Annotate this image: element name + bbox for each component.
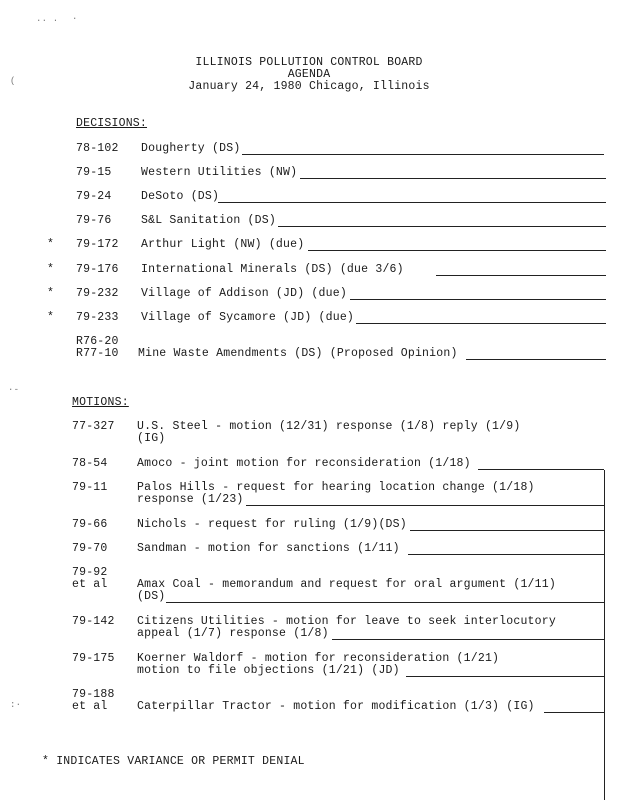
case-description: DeSoto (DS) bbox=[141, 190, 220, 203]
motion-description-2: (DS) bbox=[137, 590, 166, 603]
case-number: 77-327 bbox=[72, 420, 115, 433]
asterisk-mark: * bbox=[47, 263, 55, 276]
notes-line bbox=[278, 226, 606, 227]
case-number: 79-70 bbox=[72, 542, 108, 555]
notes-line bbox=[478, 469, 604, 470]
case-number: 79-175 bbox=[72, 652, 115, 665]
motion-description: Palos Hills - request for hearing location change (1/18) bbox=[137, 481, 535, 494]
notes-line bbox=[242, 154, 604, 155]
case-number: 79-66 bbox=[72, 518, 108, 531]
case-description: Western Utilities (NW) bbox=[141, 166, 298, 179]
asterisk-mark: * bbox=[47, 311, 55, 324]
case-number-2: et al bbox=[72, 578, 108, 591]
motion-description: Amoco - joint motion for reconsideration (1/18) bbox=[137, 457, 471, 470]
scan-speck: :· bbox=[10, 700, 22, 710]
doc-title: AGENDA bbox=[287, 68, 331, 81]
case-number: 78-102 bbox=[76, 142, 119, 155]
scan-speck: ·· · bbox=[36, 16, 59, 26]
scan-speck: · bbox=[72, 14, 78, 24]
case-number: 78-54 bbox=[72, 457, 108, 470]
notes-line bbox=[406, 676, 604, 677]
case-number: 79-92 bbox=[72, 566, 108, 579]
org-title: ILLINOIS POLLUTION CONTROL BOARD bbox=[195, 56, 423, 69]
scan-speck: ·- bbox=[8, 385, 20, 395]
case-description: Village of Sycamore (JD) (due) bbox=[141, 311, 355, 324]
notes-line bbox=[436, 275, 606, 276]
scan-speck: ( bbox=[10, 76, 16, 86]
motion-description-2: (IG) bbox=[137, 432, 166, 445]
notes-line bbox=[166, 602, 604, 603]
case-number-2: et al bbox=[72, 700, 108, 713]
motion-description-2: response (1/23) bbox=[137, 493, 244, 506]
motion-description: U.S. Steel - motion (12/31) response (1/8) reply (1/9) bbox=[137, 420, 521, 433]
notes-line bbox=[408, 554, 604, 555]
motion-description: Amax Coal - memorandum and request for oral argument (1/11) bbox=[137, 578, 556, 591]
case-description: Village of Addison (JD) (due) bbox=[141, 287, 347, 300]
case-number: 79-11 bbox=[72, 481, 108, 494]
notes-line bbox=[410, 530, 604, 531]
motion-description-2: motion to file objections (1/21) (JD) bbox=[137, 664, 400, 677]
motions-heading: MOTIONS: bbox=[72, 396, 129, 409]
case-description: Dougherty (DS) bbox=[141, 142, 241, 155]
case-number: 79-233 bbox=[76, 311, 119, 324]
case-description: Arthur Light (NW) (due) bbox=[141, 238, 305, 251]
case-number: 79-188 bbox=[72, 688, 115, 701]
case-description: S&L Sanitation (DS) bbox=[141, 214, 276, 227]
case-number-2: R77-10 bbox=[76, 347, 119, 360]
case-number: 79-24 bbox=[76, 190, 112, 203]
case-number: 79-232 bbox=[76, 287, 119, 300]
date-place: January 24, 1980 Chicago, Illinois bbox=[188, 80, 430, 93]
notes-line bbox=[466, 359, 606, 360]
motion-description: Caterpillar Tractor - motion for modification (1/3) (IG) bbox=[137, 700, 535, 713]
footnote: * INDICATES VARIANCE OR PERMIT DENIAL bbox=[42, 755, 305, 768]
case-number: 79-76 bbox=[76, 214, 112, 227]
motion-description-2: appeal (1/7) response (1/8) bbox=[137, 627, 329, 640]
notes-line bbox=[356, 323, 606, 324]
case-description: International Minerals (DS) (due 3/6) bbox=[141, 263, 404, 276]
case-number: 79-142 bbox=[72, 615, 115, 628]
notes-line bbox=[246, 505, 604, 506]
case-description: Mine Waste Amendments (DS) (Proposed Opinion) bbox=[138, 347, 458, 360]
notes-line bbox=[308, 250, 606, 251]
case-number: R76-20 bbox=[76, 335, 119, 348]
decisions-heading: DECISIONS: bbox=[76, 117, 148, 130]
motion-description: Nichols - request for ruling (1/9)(DS) bbox=[137, 518, 407, 531]
case-number: 79-172 bbox=[76, 238, 119, 251]
case-number: 79-176 bbox=[76, 263, 119, 276]
notes-line bbox=[300, 178, 606, 179]
margin-rule bbox=[604, 470, 605, 800]
asterisk-mark: * bbox=[47, 287, 55, 300]
notes-line bbox=[544, 712, 604, 713]
motion-description: Sandman - motion for sanctions (1/11) bbox=[137, 542, 400, 555]
notes-line bbox=[350, 299, 606, 300]
motion-description: Citizens Utilities - motion for leave to seek interlocutory bbox=[137, 615, 556, 628]
case-number: 79-15 bbox=[76, 166, 112, 179]
notes-line bbox=[218, 202, 606, 203]
motion-description: Koerner Waldorf - motion for reconsideration (1/21) bbox=[137, 652, 500, 665]
asterisk-mark: * bbox=[47, 238, 55, 251]
notes-line bbox=[332, 639, 604, 640]
